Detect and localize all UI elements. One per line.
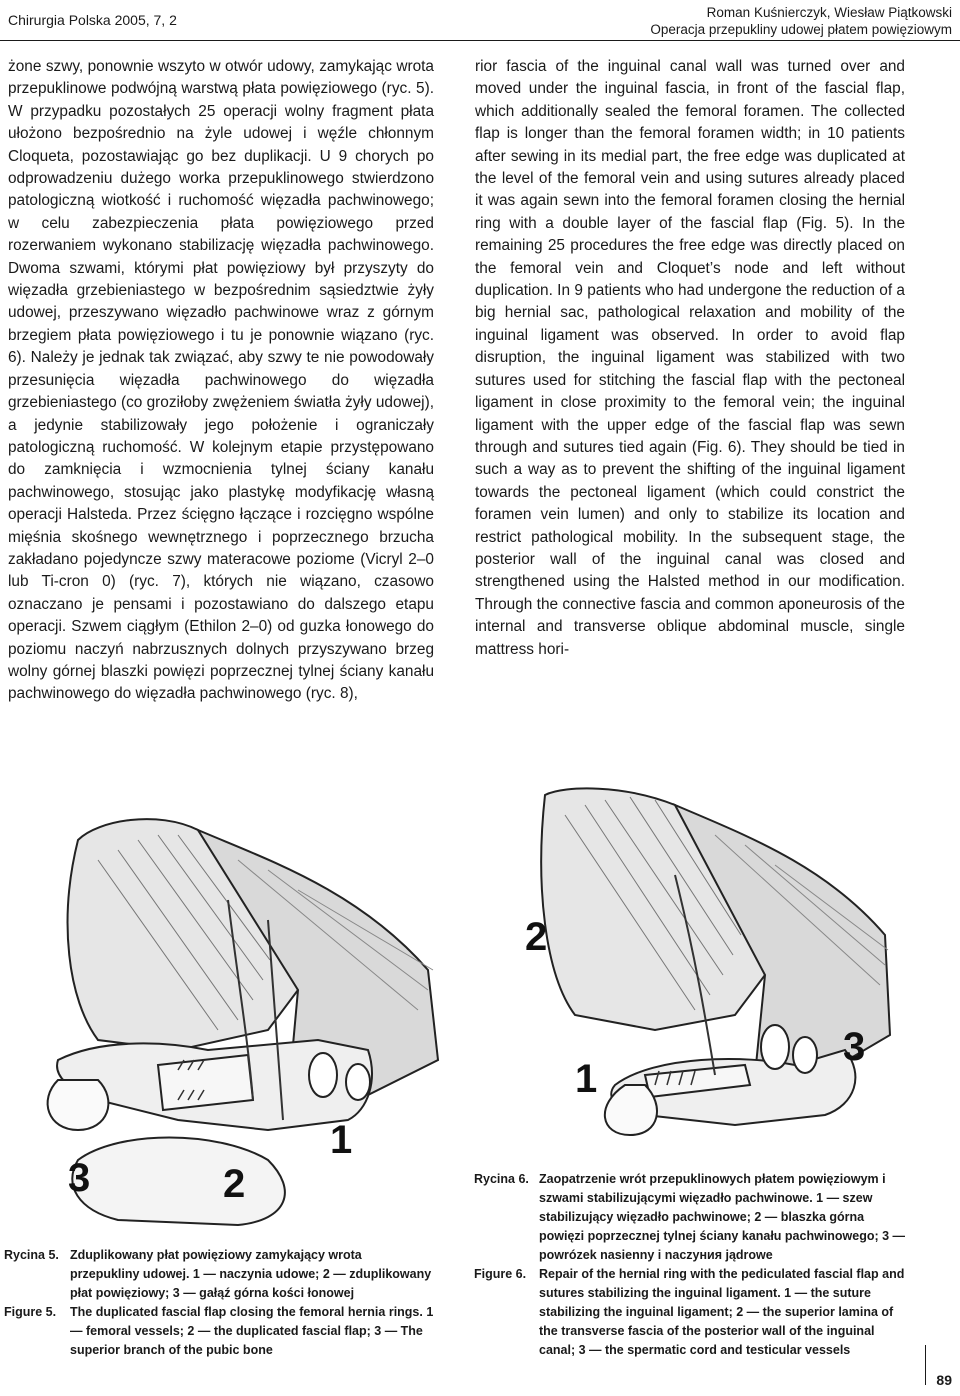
caption-text: Zaopatrzenie wrót przepuklinowych płatem powięziowym i szwami stabilizującymi więzadło pachwinowe. 1 — szew stabilizujący więzadło pachwinowe; 2 — blaszka górna powięzi poprzecznej tylnej ściany kanału pachwinowego; 3 — powrózek nasienny i naczyния jądrowe <box>539 1172 906 1262</box>
figure-6-label-3: 3 <box>843 1025 866 1069</box>
journal-name: Chirurgia Polska 2005, 7, 2 <box>8 12 177 28</box>
caption-text: The duplicated fascial flap closing the femoral hernia rings. 1 — femoral vessels; 2 — the duplicated fascial flap; 3 — The superior branch of the pubic bone <box>70 1305 434 1357</box>
article-title: Operacja przepukliny udowej płatem powięziowym <box>650 22 952 37</box>
caption-label: Figure 5. <box>4 1305 57 1319</box>
figure-6-caption <box>474 1170 906 1360</box>
caption-label: Rycina 6. <box>474 1172 529 1186</box>
left-column-text: żone szwy, ponownie wszyto w otwór udowy, zamykając wrota przepuklinowe podwójną warstwą płata powięziowego (ryc. 5). W przypadku pozostałych 25 operacji wolny fragment płata ułożono bezpośrednio na żyle udowej i węźle chłonnym Cloqueta, pozostawiając go bez duplikacji. U 9 chorych po odprowadzeniu dużego worka przepuklinowego stwierdzono patologiczną wiotkość i ruchomość więzadła pachwinowego; w celu zabezpieczenia płata powięziowego przed rozerwaniem wykonano stabilizację więzadła pachwinowego. Dwoma szwami, którymi płat powięziowy był przyszyty do więzadła grzebieniastego w bezpośrednim sąsiedztwie żyły udowej, przeszywano więzadło pachwinowe wraz z górnym brzegiem płata powięziowego i tu je ponownie wiązano (ryc. 6). Należy je jednak tak związać, aby szwy te nie powodowały przesunięcia więzadła pachwinowego do więzadła grzebieniastego (co groziłoby zwężeniem światła żyły udowej), a jedynie stabilizowały jego położenie i ograniczały patologiczną ruchomość. W kolejnym etapie przystępowano do zamknięcia i wzmocnienia tylnej ściany kanału pachwinowego, stosując jako plastykę modyfikację własną operacji Halsteda. Przez ścięgno łączące i rozcięgno wspólne mięśnia skośnego wewnętrznego i poprzecznego brzucha zakładano pojedyncze szwy materacowe poziome (Vicryl 2–0 lub Ti-cron 0) (ryc. 7), których nie wiązano, czasowo oznaczano je pensami i pozostawiano do dalszego etapu operacji. Szwem ciągłym (Ethilon 2–0) od guzka łonowego do poziomu naczyń nabrzusznych dolnych przyszywano brzeg wolny górnej blaszki powięzi poprzecznej tylnej ściany kanału pachwinowego do więzadła pachwinowego (ryc. 8), <box>8 58 435 703</box>
figure-6-drawing <box>505 785 895 1160</box>
figure-6-caption-en <box>474 1265 906 1360</box>
page-number-rule <box>925 1345 926 1385</box>
figure-6-label-2: 2 <box>525 915 548 959</box>
figure-6-illustration <box>505 785 895 1160</box>
figure-5-label-3: 3 <box>68 1156 91 1200</box>
figure-5-caption-pl <box>4 1246 434 1303</box>
figure-5-caption <box>4 1246 434 1360</box>
caption-label: Figure 6. <box>474 1267 527 1281</box>
left-column <box>8 56 434 706</box>
figure-5-illustration <box>38 800 448 1230</box>
figure-5-caption-en <box>4 1303 434 1360</box>
figure-5-label-2: 2 <box>223 1162 246 1206</box>
figure-6-label-1: 1 <box>575 1057 598 1101</box>
right-column-text: rior fascia of the inguinal canal wall was turned over and moved under the inguinal fascia, in front of the fascial flap, which additionally sealed the femoral foramen. The collected flap is longer than the femoral foramen width; in 10 patients after sewing in its medial part, the free edge was duplicated at the level of the femoral vein and using sutures already placed it was again sewn into the femoral foramen closing the hernial ring with a double layer of the fascial flap (Fig. 5). In the remaining 25 procedures the free edge was directly placed on the femoral vein and Cloquet’s node and left without duplication. In 9 patients who had undergone the reduction of a big hernial sac, pathological relaxation and mobility of the inguinal ligament was observed. In order to avoid flap disruption, the inguinal ligament was stabilized with two sutures used for stitching the fascial flap with the pectoneal ligament in close proximity to the femoral vein; the inguinal ligament with the upper edge of the fascial flap was sewn through and sutures tied again (Fig. 6). They should be tied in such a way as to prevent the shifting of the inguinal ligament towards the pectoneal ligament (which could constrict the foramen vein lumen) and only to stabilize its location and restrict pathological mobility. In the subsequent stage, the posterior wall of the inguinal canal was closed and strengthened using the Halsted method in our modification. Through the connective fascia and common aponeurosis of the internal and transverse oblique abdominal muscle, single mattress hori- <box>475 58 905 658</box>
authors: Roman Kuśnierczyk, Wiesław Piątkowski <box>706 5 952 20</box>
figure-6-caption-pl <box>474 1170 906 1265</box>
caption-label: Rycina 5. <box>4 1248 59 1262</box>
header-right <box>650 4 952 38</box>
page-number: 89 <box>936 1372 952 1388</box>
right-column <box>475 56 905 661</box>
caption-text: Repair of the hernial ring with the pediculated fascial flap and sutures stabilizing the inguinal ligament. 1 — the suture stabilizing the inguinal ligament; 2 — the superior lamina of the transverse fascia of the posterior wall of the inguinal canal; 3 — the spermatic cord and testicular vessels <box>539 1267 905 1357</box>
caption-text: Zduplikowany płat powięziowy zamykający wrota przepukliny udowej. 1 — naczynia udowe; 2 — zduplikowany płat powięziowy; 3 — gałąź górna kości łonowej <box>70 1248 432 1300</box>
header-rule <box>0 40 960 41</box>
figure-5-label-1: 1 <box>330 1118 353 1162</box>
